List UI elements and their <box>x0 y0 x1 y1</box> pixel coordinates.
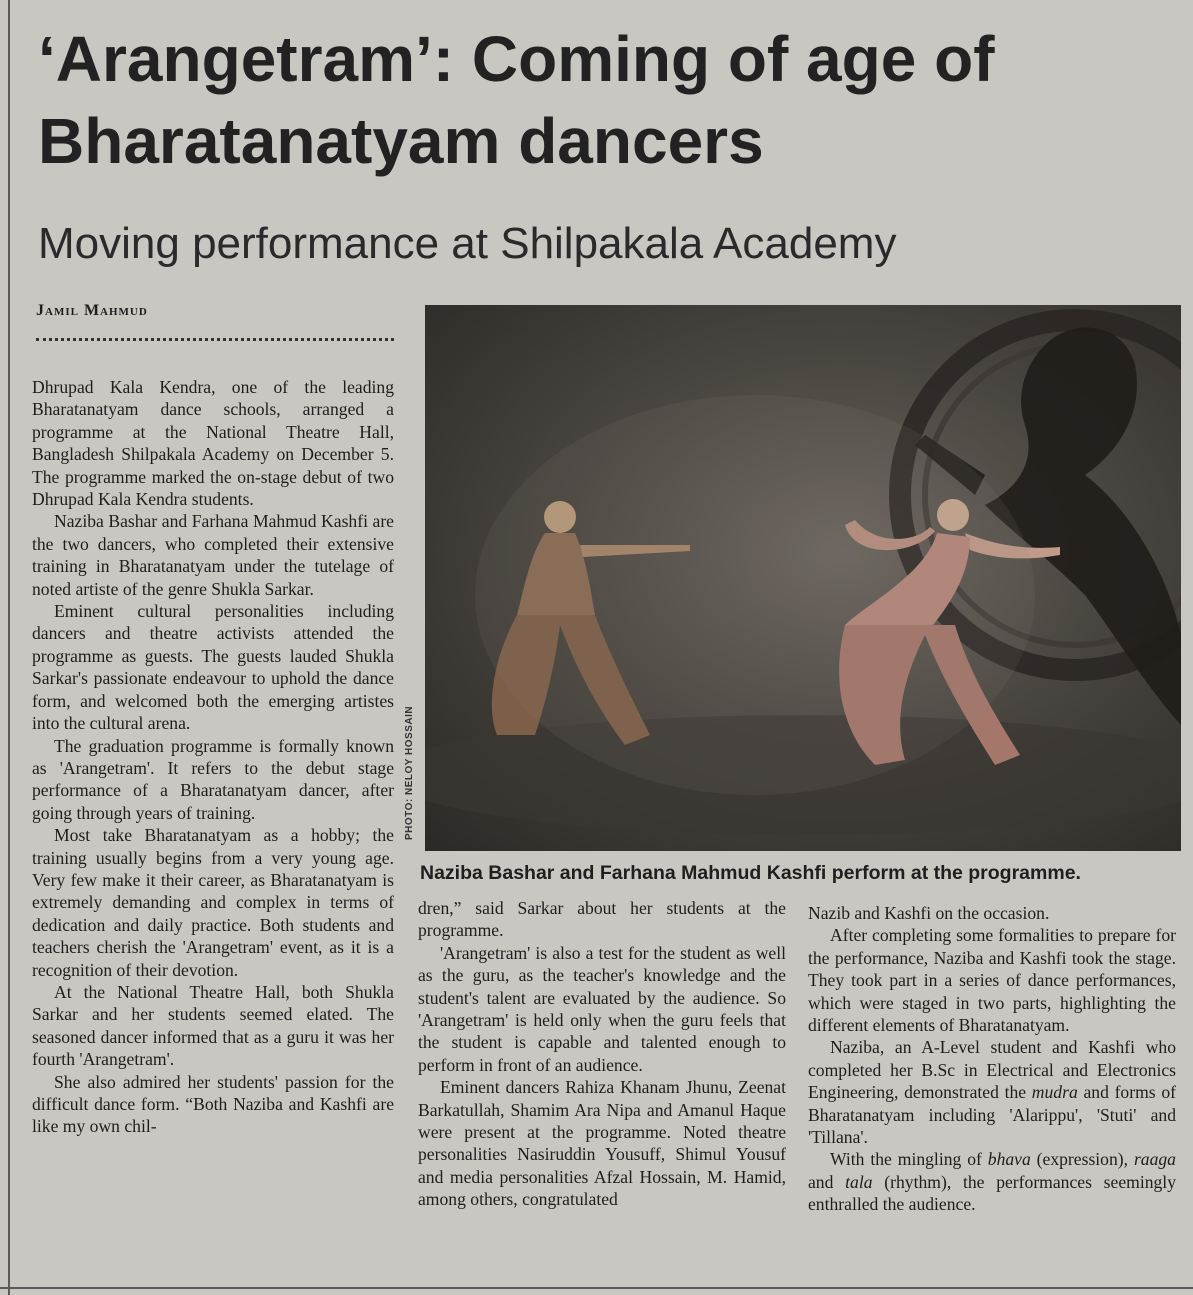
paragraph: Dhrupad Kala Kendra, one of the leading Bharatanatyam dance schools, arranged a programme at the National Theatre Hall, Bangladesh Shilpakala Academy on December 5. The programme marked the on-stage debut of two Dhrupad Kala Kendra students. <box>32 377 394 510</box>
photo-caption: Naziba Bashar and Farhana Mahmud Kashfi perform at the programme. <box>420 862 1081 884</box>
byline-divider <box>36 338 394 341</box>
byline: Jamil Mahmud <box>36 302 148 319</box>
paragraph: 'Arangetram' is also a test for the student as well as the guru, as the teacher's knowledge and the student's talent are evaluated by the audience. So 'Arangetram' is held only when the guru feels that the student is capable and talented enough to perform in front of an audience. <box>418 942 786 1075</box>
text-run: and <box>808 1171 846 1192</box>
paragraph <box>808 1148 1176 1215</box>
subheadline: Moving performance at Shilpakala Academy <box>38 219 897 268</box>
page-rule-bottom <box>0 1287 1193 1289</box>
paragraph: At the National Theatre Hall, both Shukla Sarkar and her students seemed elated. The seasoned dancer informed that as a guru it was her fourth 'Arangetram'. <box>32 981 394 1070</box>
text-run: (expression), <box>1030 1149 1134 1170</box>
column-rule-left <box>8 0 10 1295</box>
text-column-3 <box>808 902 1176 1216</box>
paragraph: Eminent cultural personalities including dancers and theatre activists attended the programme as guests. The guests lauded Shukla Sarkar's passionate endeavour to uphold the dance form, and welcomed both the emerging artistes into the cultural arena. <box>32 601 394 734</box>
paragraph: Most take Bharatanatyam as a hobby; the training usually begins from a very young age. Very few make it their career, as Bharatanatyam is extremely demanding and complex in terms of dedication and daily practice. Both students and teachers cherish the 'Arangetram' event, as it is a recognition of their devotion. <box>32 825 394 980</box>
italic-term: bhava <box>987 1149 1031 1170</box>
dance-photo-illustration <box>425 305 1181 851</box>
paragraph <box>808 1036 1176 1148</box>
italic-term: raaga <box>1133 1149 1176 1170</box>
paragraph: dren,” said Sarkar about her students at the programme. <box>418 898 786 941</box>
paragraph: After completing some formalities to prepare for the performance, Naziba and Kashfi took the stage. They took part in a series of dance performances, which were staged in two parts, highlighting the different elements of Bharatanatyam. <box>808 925 1176 1036</box>
text-run: Naziba, an A-Level student and Kashfi who completed her B.Sc in Electrical and Electronics Engineering, demonstrated the <box>808 1037 1176 1103</box>
text-run: With the mingling of <box>830 1149 988 1170</box>
text-column-1 <box>32 376 394 1138</box>
paragraph: Naziba Bashar and Farhana Mahmud Kashfi are the two dancers, who completed their extensive training in Bharatanatyam under the tutelage of noted artiste of the genre Shukla Sarkar. <box>32 511 394 599</box>
italic-term: tala <box>845 1171 873 1192</box>
text-run: and forms of Bharatanatyam including 'Alarippu', 'Stuti' and 'Tillana'. <box>808 1082 1176 1148</box>
headline <box>38 18 1038 182</box>
headline-line-2: Bharatanatyam dancers <box>38 105 764 177</box>
italic-term: mudra <box>1031 1082 1078 1103</box>
paragraph: Nazib and Kashfi on the occasion. <box>808 903 1050 923</box>
photo-credit: PHOTO: NELOY HOSSAIN <box>404 705 415 840</box>
paragraph: She also admired her students' passion for the difficult dance form. “Both Naziba and Kashfi are like my own chil- <box>32 1071 394 1137</box>
paragraph: The graduation programme is formally known as 'Arangetram'. It refers to the debut stage performance of a Bharatanatyam dancer, after going through years of training. <box>32 735 394 823</box>
dance-photo <box>425 305 1181 851</box>
headline-line-1: ‘Arangetram’: Coming of age of <box>38 23 995 95</box>
text-run: (rhythm), the performances seemingly enthralled the audience. <box>808 1171 1176 1215</box>
text-column-2 <box>418 897 786 1211</box>
paragraph: Eminent dancers Rahiza Khanam Jhunu, Zeenat Barkatullah, Shamim Ara Nipa and Amanul Haque were present at the programme. Noted theatre personalities Nasiruddin Yousuff, Shimul Yousuf and media personalities Afzal Hossain, M. Hamid, among others, congratulated <box>418 1077 786 1210</box>
